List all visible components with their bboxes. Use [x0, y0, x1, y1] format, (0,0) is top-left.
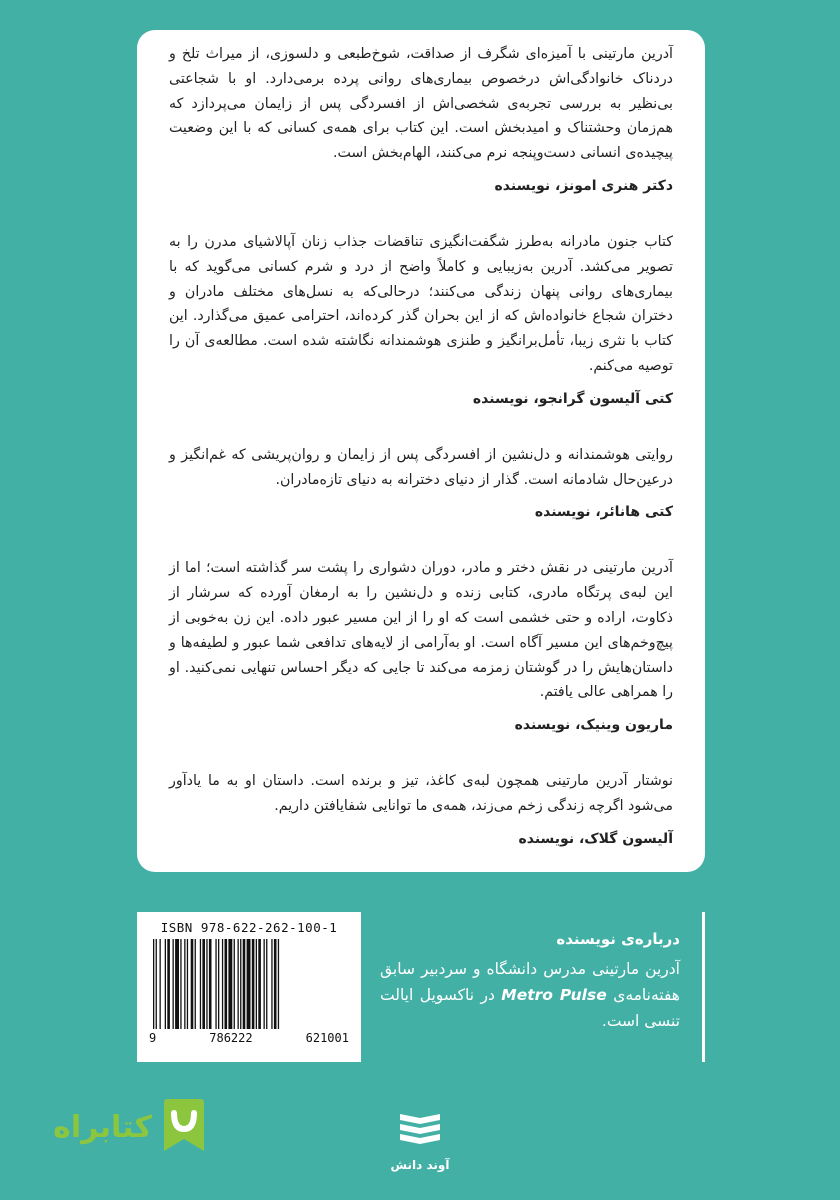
- barcode-bars: [149, 939, 349, 1029]
- quote-text: روایتی هوشمندانه و دل‌نشین از افسردگی پس از زایمان و روان‌پریشی که غم‌انگیز و درعین‌حال شادمانه است. گذار از دنیای دخترانه به دنیای تازه‌مادران.: [169, 446, 673, 488]
- quote-text: نوشتار آدرین مارتینی همچون لبه‌ی کاغذ، تیز و برنده است. داستان او به ما یادآور می‌شود اگرچه زندگی زخم می‌زند، همه‌ی ما توانایی شفایافتن داریم.: [169, 773, 673, 814]
- endorsements-card: [137, 30, 705, 872]
- quote-text: آدرین مارتینی با آمیزه‌ای شگرف از صداقت، شوخ‌طبعی و دلسوزی، از میراث تلخ و دردناک خانوادگی‌اش در‌خصوص بیماری‌های روانی پرده برمی‌دارد. او با شجاعتی بی‌نظیر به بررسی تجربه‌ی شخصی‌اش از افسردگی پس از زایمان می‌پردازد که هم‌زمان وحشتناک و امیدبخش است. این کتاب برای همه‌ی کسانی که با این وضعیت پیچیده‌ی انسانی دست‌وپنجه نرم می‌کنند، الهام‌بخش است.: [169, 46, 673, 162]
- endorsement-quote: [169, 769, 673, 849]
- quote-text: کتاب جنون مادرانه به‌طرز شگفت‌انگیزی تناقضات جذاب زنان آپالاشیای مدرن را به تصویر می‌کشد. آدرین به‌زیبایی و کاملاً واضح از درد و شرم کسانی می‌گوید که با بیماری‌های روانی پنهان زندگی می‌کنند؛ درحالی‌که به نسل‌های مختلف مادران و دختران شجاع خانواده‌اش که از این بحران گذر کرده‌اند، احترامی عمیق می‌گذارد. این کتاب با نثری زیبا، تأمل‌برانگیز و طنزی هوشمندانه نگاشته شده است. مطالعه‌ی آن را توصیه می‌کنم.: [169, 233, 673, 374]
- about-heading: درباره‌ی نویسنده: [556, 930, 680, 948]
- bookmark-icon: [160, 1099, 208, 1155]
- store-name: کتابراه: [53, 1109, 152, 1145]
- quote-text: آدرین مارتینی در نقش دختر و مادر، دوران دشواری را پشت سر گذاشته است؛ اما از این لبه‌ی پرتگاه مادری، کتابی زنده و دل‌نشین را به ارمغان آورده که سرشار از ذکاوت، اراده و حتی خشمی است که او را از این مسیر عبور داده. این زن به‌خوبی از پیچ‌وخم‌های این مسیر آگاه است. او به‌آرامی از لایه‌های تدافعی شما عبور و لطیفه‌ها و داستان‌هایش را در گوشتان زمزمه می‌کند تا جایی که دیگر احساس تنهایی نمی‌کنید. او را همراهی عالی یافتم.: [169, 560, 673, 701]
- endorsement-quote: [169, 42, 673, 196]
- book-icon: [398, 1108, 442, 1148]
- isbn-barcode: [137, 912, 361, 1062]
- endorsement-quote: [169, 443, 673, 523]
- barcode-digits-right: 621001: [305, 1031, 349, 1045]
- quote-author: کتی آلیسون گرانجو، نویسنده: [472, 390, 673, 407]
- barcode-digits: [145, 1031, 353, 1045]
- isbn-label: ISBN 978-622-262-100-1: [160, 920, 338, 935]
- endorsement-quote: [169, 556, 673, 735]
- quote-author: آلیسون گلاک، نویسنده: [518, 830, 673, 847]
- about-text: آدرین مارتینی مدرس دانشگاه و سردبیر سابق هفته‌نامه‌ی Metro Pulse در ناکسویل ایالت تنسی است.: [380, 960, 680, 1030]
- barcode-digit-first: 9: [149, 1031, 157, 1045]
- magazine-name: Metro Pulse: [501, 986, 607, 1004]
- barcode-digits-left: 786222: [209, 1031, 253, 1045]
- store-logo: [38, 1092, 208, 1162]
- endorsement-quote: [169, 230, 673, 409]
- quote-author: کتی هانائر، نویسنده: [534, 504, 673, 521]
- quote-author: دکتر هنری امونز، نویسنده: [494, 177, 673, 194]
- publisher-name: آوند دانش: [390, 1158, 450, 1172]
- quote-author: ماریون وینیک، نویسنده: [514, 717, 673, 734]
- about-author: [380, 912, 705, 1062]
- publisher-logo: [385, 1108, 455, 1172]
